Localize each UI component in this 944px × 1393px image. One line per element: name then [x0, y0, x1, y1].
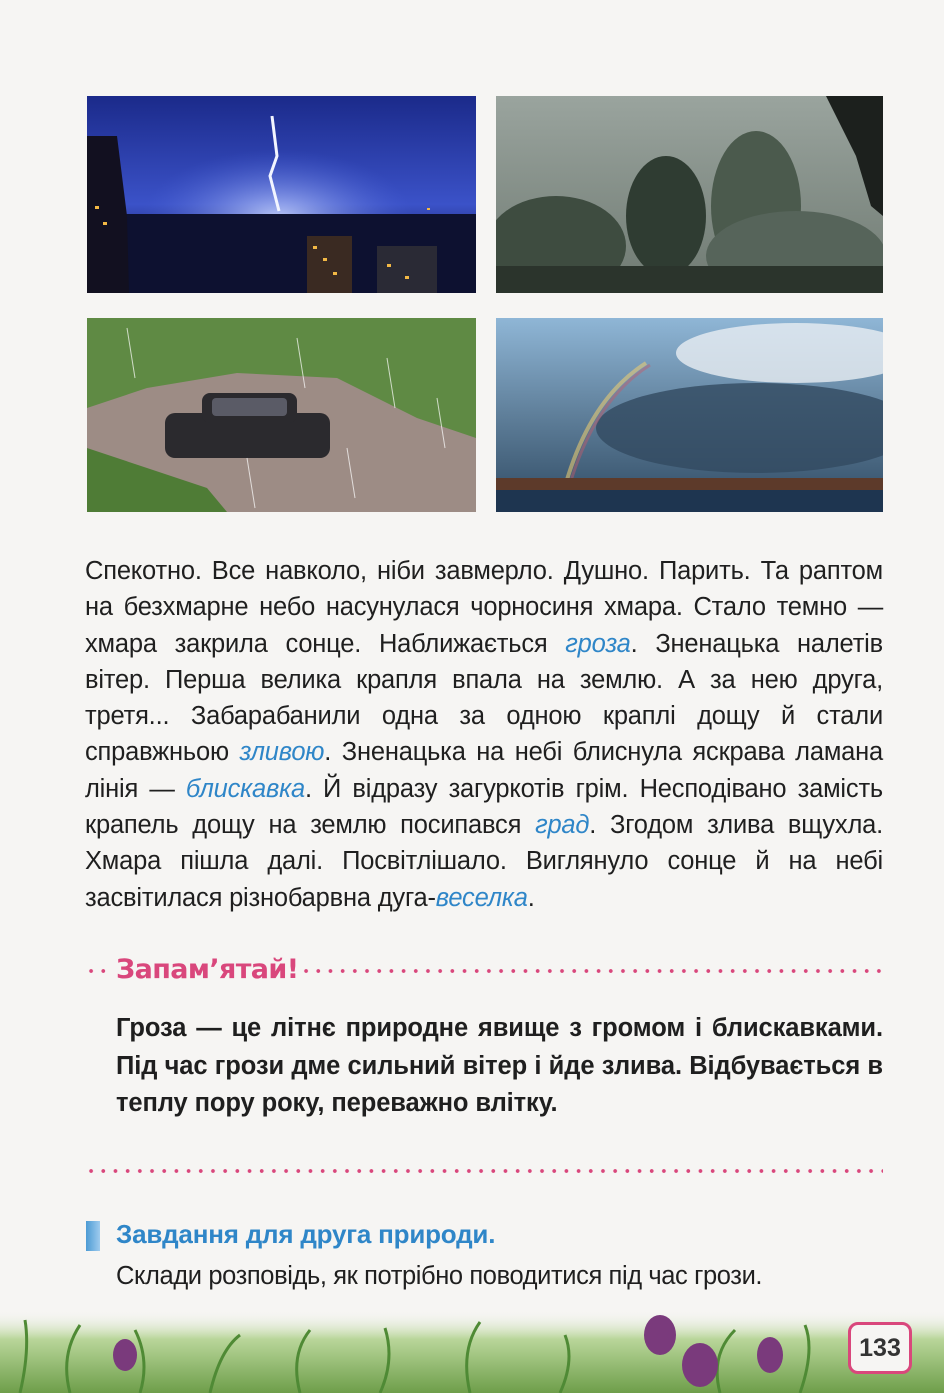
story-segment: . Й відразу загуркотів грім. Несподівано замість крапель дощу на землю посипався	[85, 774, 884, 840]
story-text	[85, 553, 883, 916]
story-segment: . Зненацька на небі блиснула яскрава ламана лінія —	[85, 738, 883, 803]
dotted-divider	[300, 968, 883, 974]
story-segment: . Згодом злива вщухла. Хмара пішла далі. Посвітлішало. Виглянуло сонце й на небі засвітилася різнобарвна дуга-	[85, 811, 883, 912]
term-downpour: зливою	[239, 738, 325, 767]
task-text: Склади розповідь, як потрібно поводитися під час грози.	[116, 1262, 763, 1290]
term-thunderstorm: гроза	[565, 629, 631, 658]
story-segment: Спекотно. Все навколо, ніби завмерло. Душно. Парить. Та раптом на безхмарне небо насунулася чорносиня хмара. Стало темно — хмара закрила сонце. Наближається	[85, 557, 883, 658]
grass-decoration	[0, 1310, 944, 1393]
windstorm-photo	[496, 96, 883, 293]
lightning-photo	[87, 96, 476, 293]
hail-car-photo	[87, 318, 476, 512]
term-rainbow: веселка	[435, 883, 528, 912]
task-marker	[86, 1221, 100, 1251]
remember-heading: Запам’ятай!	[116, 954, 299, 985]
dotted-divider	[85, 968, 113, 974]
remember-rule-text: Гроза — це літнє природне явище з громом і блискавками. Під час грози дме сильний вітер і йде злива. Відбувається в теплу пору року, переважно влітку.	[116, 1014, 883, 1117]
task-heading: Завдання для друга природи.	[116, 1219, 496, 1249]
story-segment: . Зненацька налетів вітер. Перша велика крапля впала на землю. А за нею друга, третя... Забарабанили одна за одною краплі дощу й стали справжньою	[85, 629, 883, 767]
rainbow-photo	[496, 318, 883, 512]
page-number: 133	[848, 1322, 912, 1374]
term-lightning: блискавка	[185, 774, 305, 803]
dotted-divider	[85, 1168, 883, 1174]
story-segment: .	[527, 883, 535, 912]
term-hail: град	[535, 811, 590, 840]
